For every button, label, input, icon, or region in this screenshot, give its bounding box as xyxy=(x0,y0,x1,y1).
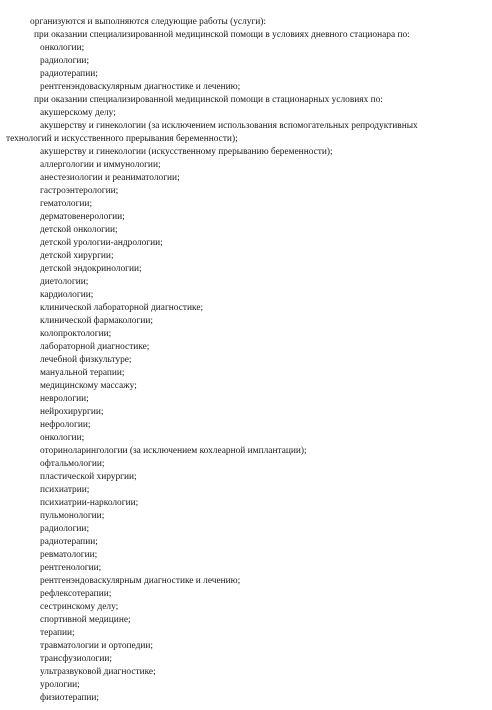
section-heading-inpatient: при оказании специализированной медицинской помощи в стационарных условиях по: xyxy=(34,95,383,105)
list-item: акушерскому делу; xyxy=(40,108,116,118)
list-item: клинической лабораторной диагностике; xyxy=(40,303,204,313)
list-item: онкологии; xyxy=(40,433,85,443)
list-item: ультразвуковой диагностике; xyxy=(40,667,156,677)
list-item: анестезиологии и реаниматологии; xyxy=(40,173,180,183)
list-item: психиатрии-наркологии; xyxy=(40,498,139,508)
list-item: диетологии; xyxy=(40,277,89,287)
list-item: дерматовенерологии; xyxy=(40,212,125,222)
list-item: спортивной медицине; xyxy=(40,615,131,625)
list-item: детской эндокринологии; xyxy=(40,264,142,274)
list-item: ревматологии; xyxy=(40,550,98,560)
list-item: лабораторной диагностике; xyxy=(40,342,150,352)
list-item: рефлексотерапии; xyxy=(40,589,112,599)
list-item: пульмонологии; xyxy=(40,511,105,521)
list-item: радиотерапии; xyxy=(40,69,98,79)
list-item: физиотерапии; xyxy=(40,693,100,703)
list-item: гастроэнтерологии; xyxy=(40,186,119,196)
list-item: детской онкологии; xyxy=(40,225,118,235)
list-item: акушерству и гинекологии (за исключением использования вспомогательных репродуктивных xyxy=(40,121,418,131)
list-item: неврологии; xyxy=(40,394,89,404)
list-item: рентгенэндоваскулярным диагностике и лечению; xyxy=(40,82,241,92)
list-item: клинической фармакологии; xyxy=(40,316,153,326)
list-item: радиологии; xyxy=(40,56,90,66)
list-item: урологии; xyxy=(40,680,80,690)
list-item: терапии; xyxy=(40,628,75,638)
list-item: детской хирургии; xyxy=(40,251,114,261)
list-item: радиологии; xyxy=(40,524,90,534)
list-item: нефрологии; xyxy=(40,420,91,430)
list-item: офтальмологии; xyxy=(40,459,105,469)
list-item: нейрохирургии; xyxy=(40,407,104,417)
list-item: онкологии; xyxy=(40,43,85,53)
list-item-continuation: технологий и искусственного прерывания беременности); xyxy=(6,134,238,144)
list-item: лечебной физкультуре; xyxy=(40,355,132,365)
list-item: мануальной терапии; xyxy=(40,368,125,378)
list-item: гематологии; xyxy=(40,199,93,209)
intro-line: организуются и выполняются следующие работы (услуги): xyxy=(30,17,267,27)
list-item: медицинскому массажу; xyxy=(40,381,137,391)
list-item: радиотерапии; xyxy=(40,537,98,547)
list-item: рентгенологии; xyxy=(40,563,102,573)
list-item: кардиологии; xyxy=(40,290,94,300)
list-item: аллергологии и иммунологии; xyxy=(40,160,161,170)
list-item: психиатрии; xyxy=(40,485,90,495)
list-item: акушерству и гинекологии (искусственному прерыванию беременности); xyxy=(40,147,333,157)
list-item: колопроктологии; xyxy=(40,329,112,339)
list-item: трансфузиологии; xyxy=(40,654,113,664)
list-item: пластической хирургии; xyxy=(40,472,137,482)
list-item: детской урологии-андрологии; xyxy=(40,238,163,248)
list-item: сестринскому делу; xyxy=(40,602,119,612)
list-item: травматологии и ортопедии; xyxy=(40,641,153,651)
list-item: рентгенэндоваскулярным диагностике и лечению; xyxy=(40,576,241,586)
list-item: оториноларингологии (за исключением кохлеарной имплантации); xyxy=(40,446,307,456)
section-heading-day-hospital: при оказании специализированной медицинской помощи в условиях дневного стационара по: xyxy=(34,30,410,40)
